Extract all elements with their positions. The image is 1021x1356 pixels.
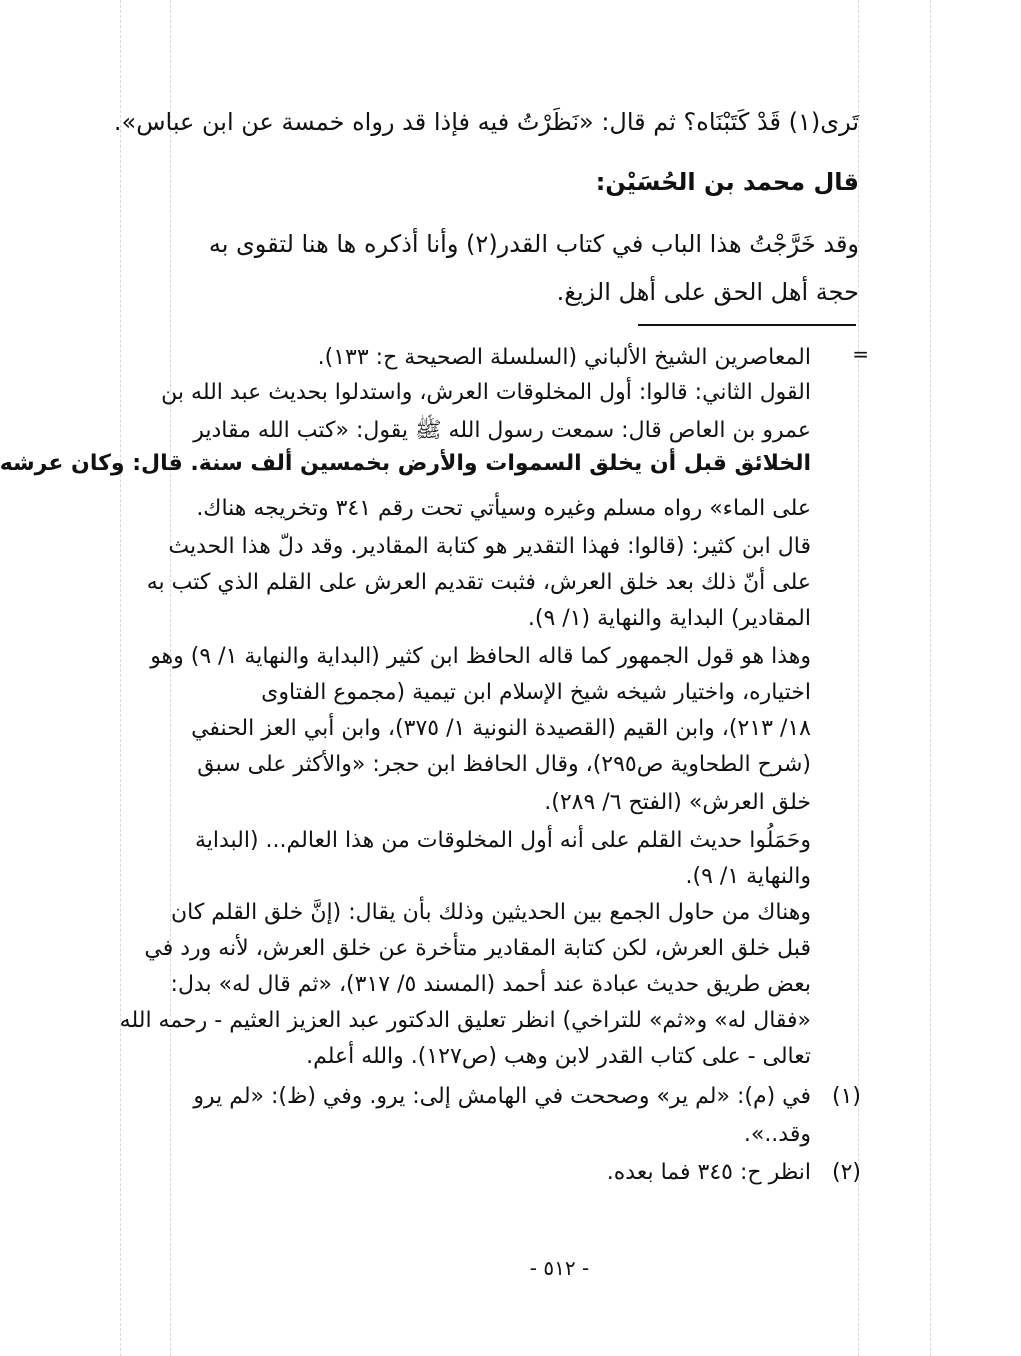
note-line: اختياره، واختيار شيخه شيخ الإسلام ابن تيمية (مجموع الفتاوى [261,680,811,705]
footnote-separator [638,324,856,326]
scan-margin-line [170,0,171,1356]
footnote-number: (١) [831,1084,861,1109]
note-line: ١٨/ ٢١٣)، وابن القيم (القصيدة النونية ١/ ٣٧٥)، وابن أبي العز الحنفي [191,716,811,741]
scan-margin-line [120,0,121,1356]
note-line: على أنّ ذلك بعد خلق العرش، فثبت تقديم العرش على القلم الذي كتب به [146,570,811,595]
note-line: بعض طريق حديث عبادة عند أحمد (المسند ٥/ ٣١٧)، «ثم قال له» بدل: [170,972,811,997]
footnote-line: انظر ح: ٣٤٥ فما بعده. [606,1160,811,1185]
note-line: المقادير) البداية والنهاية (١/ ٩). [527,606,811,631]
footnote-line: في (م): «لم ير» وصححت في الهامش إلى: يرو. وفي (ظ): «لم يرو [193,1084,811,1109]
note-line: الخلائق قبل أن يخلق السموات والأرض بخمسين ألف سنة. قال: وكان عرشه [0,451,811,476]
note-line: على الماء» رواه مسلم وغيره وسيأتي تحت رقم ٣٤١ وتخريجه هناك. [196,496,811,521]
scan-margin-line [858,0,859,1356]
main-text-line: حجة أهل الحق على أهل الزيغ. [556,278,859,306]
main-text-line: تَرى(١) قَدْ كَتَبْنَاه؟ ثم قال: «نَظَرْتُ فيه فإذا قد رواه خمسة عن ابن عباس». [113,108,859,136]
note-line: وهذا هو قول الجمهور كما قاله الحافظ ابن كثير (البداية والنهاية ١/ ٩) وهو [150,644,811,669]
page-number: - ٥١٢ - [529,1256,590,1280]
section-heading: قال محمد بن الحُسَيْن: [595,168,859,196]
footnote-number: (٢) [831,1160,861,1185]
note-line: (شرح الطحاوية ص٢٩٥)، وقال الحافظ ابن حجر: «والأكثر على سبق [197,752,811,777]
main-text-line: وقد خَرَّجْتُ هذا الباب في كتاب القدر(٢) وأنا أذكره ها هنا لتقوى به [208,230,859,258]
note-line: وهناك من حاول الجمع بين الحديثين وذلك بأن يقال: (إنَّ خلق القلم كان [170,900,811,925]
scan-margin-line [930,0,931,1356]
note-line: قال ابن كثير: (قالوا: فهذا التقدير هو كتابة المقادير. وقد دلّ هذا الحديث [168,534,811,559]
note-line: والنهاية ١/ ٩). [685,864,811,889]
note-line: خلق العرش» (الفتح ٦/ ٢٨٩). [544,790,811,815]
continuation-mark: = [852,342,869,366]
note-line: وحَمَلُوا حديث القلم على أنه أول المخلوقات من هذا العالم... (البداية [194,828,811,853]
note-line: عمرو بن العاص قال: سمعت رسول الله ﷺ يقول: «كتب الله مقادير [193,418,811,443]
note-line: تعالى - على كتاب القدر لابن وهب (ص١٢٧). والله أعلم. [306,1044,811,1069]
footnote-line: وقد..». [743,1122,811,1147]
note-line: قبل خلق العرش، لكن كتابة المقادير متأخرة عن خلق العرش، لأنه ورد في [144,936,811,961]
note-line: القول الثاني: قالوا: أول المخلوقات العرش، واستدلوا بحديث عبد الله بن [161,380,811,405]
note-line: المعاصرين الشيخ الألباني (السلسلة الصحيحة ح: ١٣٣). [317,345,811,370]
note-line: «فقال له» و«ثم» للتراخي) انظر تعليق الدكتور عبد العزيز العثيم - رحمه الله [119,1008,811,1033]
